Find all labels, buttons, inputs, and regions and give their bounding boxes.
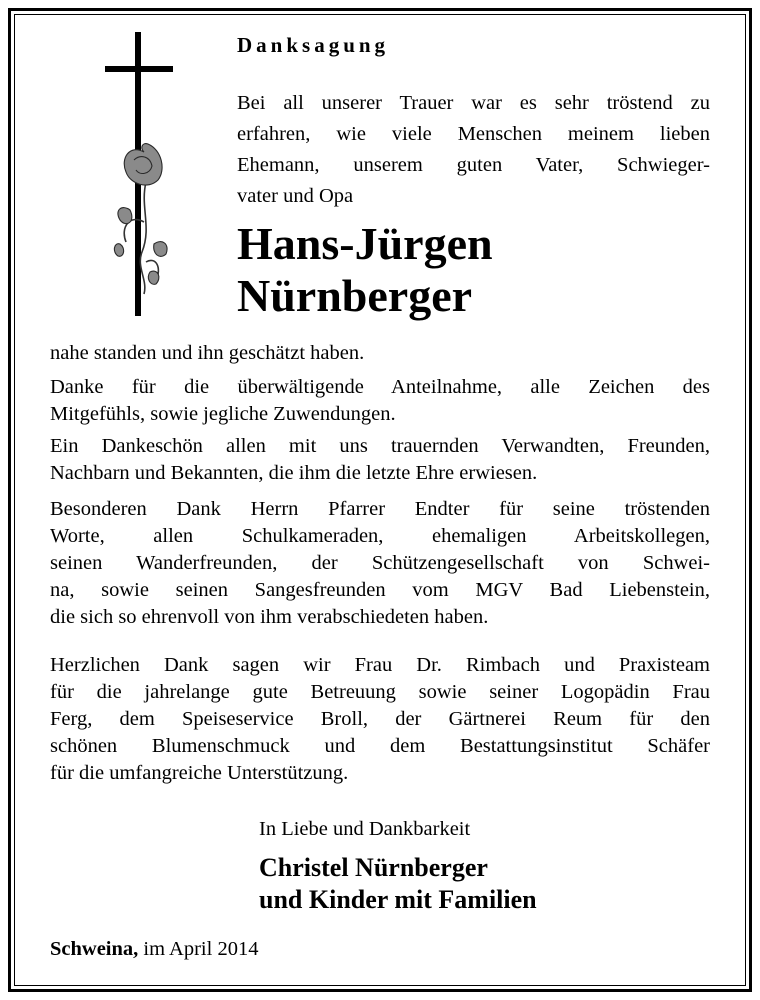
intro-text <box>237 88 710 212</box>
closing-phrase: In Liebe und Dankbarkeit <box>259 818 471 840</box>
paragraph-line: seinen Wanderfreunden, der Schützengesellschaft von Schwei- <box>50 552 710 574</box>
place-and-date <box>50 938 258 961</box>
intro-line: erfahren, wie viele Menschen meinem lieben <box>237 123 710 145</box>
deceased-name <box>237 218 493 322</box>
signer-line: und Kinder mit Familien <box>259 885 537 914</box>
paragraph-line: Ein Dankeschön allen mit uns trauernden Verwandten, Freunden, <box>50 435 710 457</box>
signers <box>259 852 537 916</box>
paragraph-line: die sich so ehrenvoll von ihm verabschiedeten haben. <box>50 606 489 628</box>
paragraph-line: Ferg, dem Speiseservice Broll, der Gärtnerei Reum für den <box>50 708 710 730</box>
date-text: im April 2014 <box>138 938 259 960</box>
paragraph-line: Worte, allen Schulkameraden, ehemaligen Arbeitskollegen, <box>50 525 710 547</box>
paragraph-line: Herzlichen Dank sagen wir Frau Dr. Rimbach und Praxisteam <box>50 654 710 676</box>
paragraph-line: Mitgefühls, sowie jegliche Zuwendungen. <box>50 403 396 425</box>
paragraph-line: für die umfangreiche Unterstützung. <box>50 762 349 784</box>
deceased-last-name: Nürnberger <box>237 270 473 321</box>
paragraph-line: für die jahrelange gute Betreuung sowie seiner Logopädin Frau <box>50 681 710 703</box>
cross-with-rose-icon <box>100 32 180 317</box>
paragraph-2 <box>50 374 710 428</box>
paragraph-3 <box>50 433 710 487</box>
notice-heading: Danksagung <box>237 33 390 57</box>
place-name: Schweina, <box>50 938 139 960</box>
paragraph-4 <box>50 496 710 631</box>
paragraph-line: nahe standen und ihn geschätzt haben. <box>50 342 365 364</box>
signer-line: Christel Nürnberger <box>259 853 488 882</box>
paragraph-5 <box>50 652 710 787</box>
intro-line: vater und Opa <box>237 185 354 207</box>
paragraph-line: Nachbarn und Bekannten, die ihm die letzte Ehre erwiesen. <box>50 462 538 484</box>
intro-line: Bei all unserer Trauer war es sehr tröstend zu <box>237 92 710 114</box>
paragraph-line: Besonderen Dank Herrn Pfarrer Endter für seine tröstenden <box>50 498 710 520</box>
intro-line: Ehemann, unserem guten Vater, Schwieger- <box>237 154 710 176</box>
deceased-first-name: Hans-Jürgen <box>237 218 493 269</box>
paragraph-line: schönen Blumenschmuck und dem Bestattungsinstitut Schäfer <box>50 735 710 757</box>
paragraph-line: na, sowie seinen Sangesfreunden vom MGV Bad Liebenstein, <box>50 579 710 601</box>
paragraph-line: Danke für die überwältigende Anteilnahme, alle Zeichen des <box>50 376 710 398</box>
paragraph-1 <box>50 340 710 367</box>
